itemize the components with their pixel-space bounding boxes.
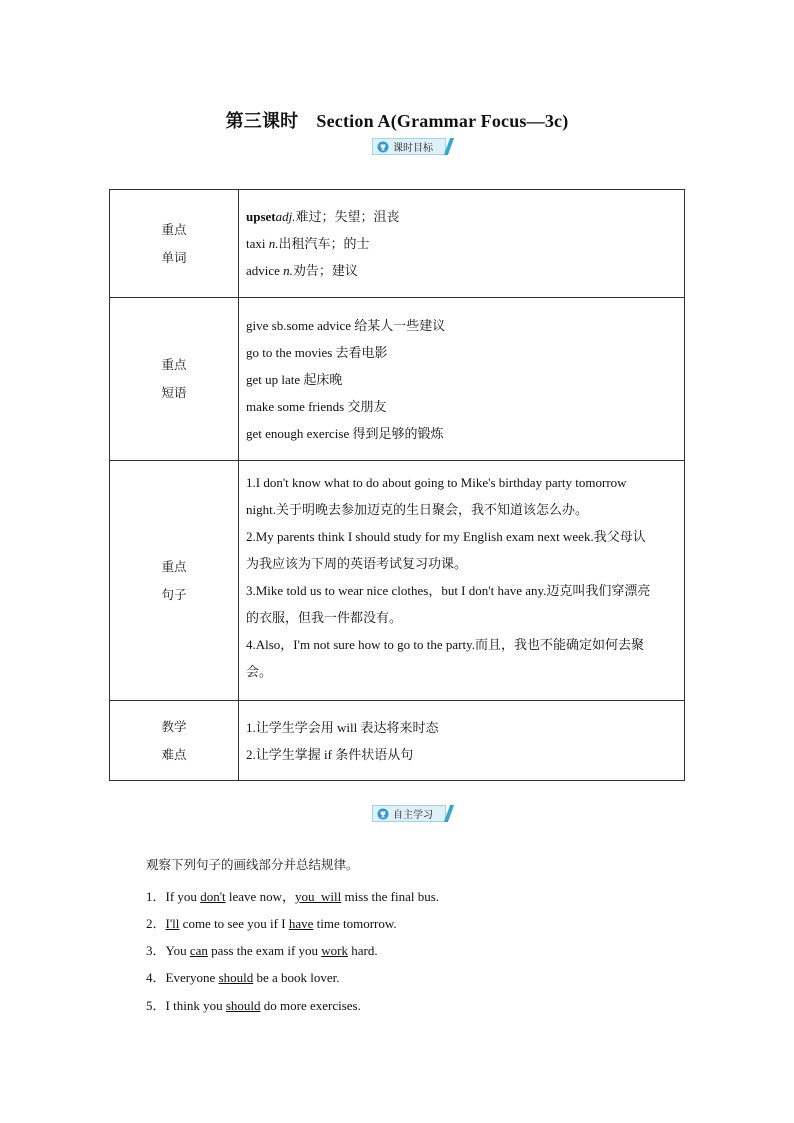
example-number: 1． [146, 889, 166, 904]
example-sentence [146, 886, 439, 905]
self-study-badge [372, 805, 446, 822]
sentence-text: be a book lover. [253, 970, 340, 985]
table-row [110, 461, 685, 701]
trophy-icon [377, 808, 389, 820]
sentence-line: night.关于明晚去参加迈克的生日聚会，我不知道该怎么办。 [246, 501, 588, 517]
example-sentence [146, 967, 340, 986]
underlined-phrase: don't [200, 889, 226, 904]
example-number: 5． [146, 998, 166, 1013]
sentence-text: come to see you if I [179, 916, 289, 931]
phrase-entry: go to the movies 去看电影 [246, 344, 388, 360]
example-sentence [146, 913, 397, 932]
page-title [0, 107, 794, 133]
sentences-cell [239, 461, 685, 701]
example-number: 4． [146, 970, 166, 985]
phrase-entry: get up late 起床晚 [246, 371, 343, 387]
sentence-line: 1.I don't know what to do about going to Mike's birthday party tomorrow [246, 474, 627, 490]
example-number: 3． [146, 943, 166, 958]
example-sentence [146, 940, 378, 959]
phrase-entry: get enough exercise 得到足够的锻炼 [246, 425, 444, 441]
phrases-label: 重点 短语 [110, 298, 239, 461]
phrases-cell [239, 298, 685, 461]
difficulty-cell [239, 701, 685, 781]
trophy-icon [377, 141, 389, 153]
word-entry: taxi n.出租汽车；的士 [246, 236, 370, 251]
example-number: 2． [146, 916, 166, 931]
title-en: Section A(Grammar Focus—3c) [316, 111, 569, 131]
difficulty-label: 教学 难点 [110, 701, 239, 781]
self-study-intro: 观察下列句子的画线部分并总结规律。 [146, 857, 359, 872]
sentences-label: 重点 句子 [110, 461, 239, 701]
sentence-text: miss the final bus. [341, 889, 440, 904]
key-points-table [109, 189, 685, 781]
sentence-text: Everyone [165, 970, 219, 985]
sentence-text: do more exercises. [260, 998, 361, 1013]
goals-badge-label: 课时目标 [393, 143, 433, 154]
underlined-phrase: should [225, 998, 261, 1013]
sentence-line: 3.Mike told us to wear nice clothes，but I don't have any.迈克叫我们穿漂亮 [246, 582, 651, 598]
sentence-text: leave now， [225, 889, 295, 904]
sentence-line: 会。 [246, 663, 273, 679]
example-sentence [146, 995, 361, 1014]
underlined-phrase: should [218, 970, 254, 985]
difficulty-entry: 1.让学生学会用 will 表达将来时态 [246, 719, 439, 735]
words-cell [239, 190, 685, 298]
underlined-phrase: can [189, 943, 208, 958]
words-label: 重点 单词 [110, 190, 239, 298]
difficulty-entry: 2.让学生掌握 if 条件状语从句 [246, 746, 414, 762]
underlined-phrase: you_will [294, 889, 342, 904]
sentence-text: pass the exam if you [207, 943, 322, 958]
table-row [110, 701, 685, 781]
title-cn: 第三课时 [225, 111, 299, 131]
self-study-badge-label: 自主学习 [393, 810, 433, 821]
underlined-phrase: have [288, 916, 314, 931]
sentence-text: hard. [348, 943, 378, 958]
underlined-phrase: I'll [165, 916, 180, 931]
table-row [110, 190, 685, 298]
word-entry: advice n.劝告；建议 [246, 263, 358, 278]
word-entry: upsetadj.难过；失望；沮丧 [246, 209, 400, 224]
sentence-line: 为我应该为下周的英语考试复习功课。 [246, 555, 468, 571]
goals-badge [372, 138, 446, 155]
sentence-text: If you [165, 889, 201, 904]
table-row [110, 298, 685, 461]
sentence-text: time tomorrow. [313, 916, 397, 931]
underlined-phrase: work [321, 943, 348, 958]
sentence-text: You [165, 943, 190, 958]
sentence-text: I think you [165, 998, 226, 1013]
sentence-line: 4.Also，I'm not sure how to go to the party.而且，我也不能确定如何去聚 [246, 636, 644, 652]
sentence-line: 2.My parents think I should study for my English exam next week.我父母认 [246, 528, 646, 544]
phrase-entry: make some friends 交朋友 [246, 398, 387, 414]
sentence-line: 的衣服，但我一件都没有。 [246, 609, 403, 625]
phrase-entry: give sb.some advice 给某人一些建议 [246, 317, 446, 333]
